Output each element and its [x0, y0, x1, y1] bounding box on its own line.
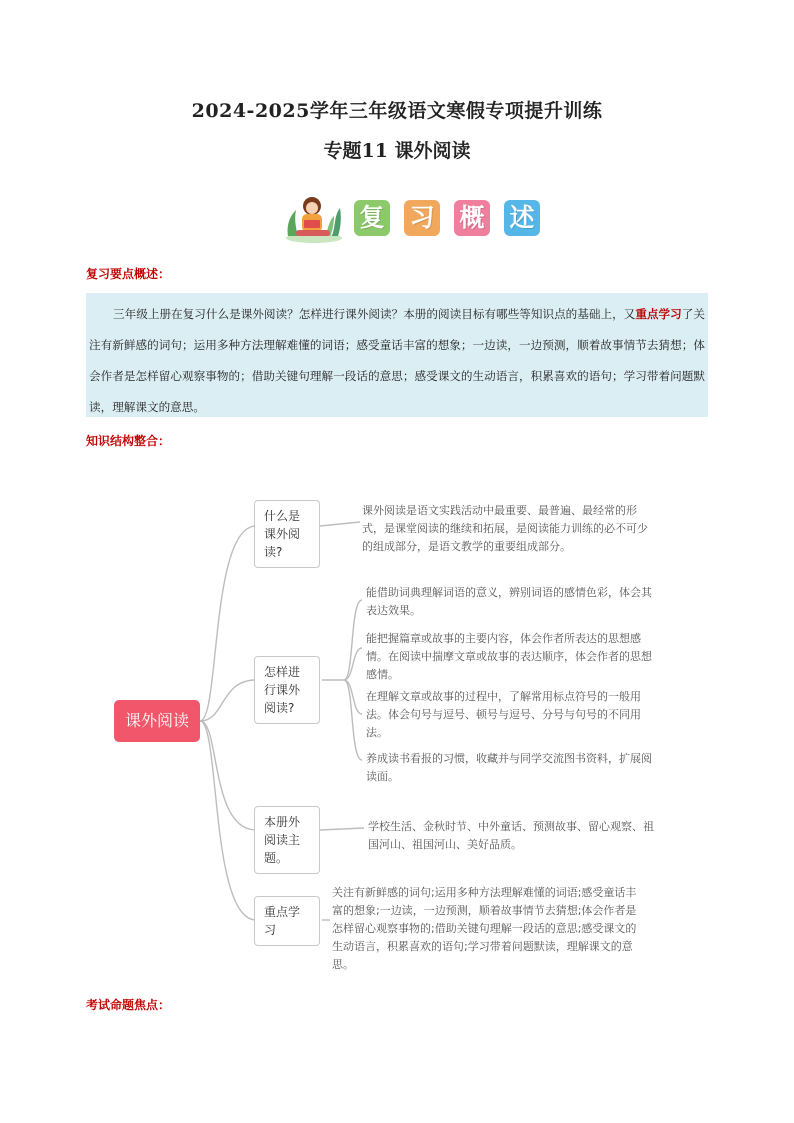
banner-tile-4: 述 — [504, 200, 540, 236]
leaf-what-is: 课外阅读是语文实践活动中最重要、最普遍、最经常的形式，是课堂阅读的继续和拓展，是阅读能力训练的必不可少的组成部分，是语文教学的重要组成部分。 — [362, 504, 648, 553]
branch-node-3: 本册外阅读主题。 — [254, 806, 320, 874]
section-heading-structure: 知识结构整合： — [86, 434, 171, 448]
section-heading-exam-focus: 考试命题焦点： — [86, 998, 171, 1012]
leaf-focus: 关注有新鲜感的词句;运用多种方法理解难懂的词语;感受童话丰富的想象;一边读，一边预测，顺着故事情节去猜想;体会作者是怎样留心观察事物的;借助关键句理解一段话的意思;感受课文的生动语言，积累喜欢的语句;学习带着问题默读，理解课文的意思。 — [332, 886, 637, 971]
branch-node-1: 什么是课外阅读? — [254, 500, 320, 568]
banner-tile-1: 复 — [354, 200, 390, 236]
overview-text-part-2: 了关注有新鲜感的词句；运用多种方法理解难懂的词语；感受童话丰富的想象；一边读，一边预测，顺着故事情节去猜想；体会作者是怎样留心观察事物的；借助关键句理解一段话的意思；感受课文的生动语言，积累喜欢的语句；学习带着问题默读，理解课文的意思。 — [89, 307, 705, 414]
branch-node-2: 怎样进行课外阅读? — [254, 656, 320, 724]
overview-text-part-1: 三年级上册在复习什么是课外阅读？怎样进行课外阅读？本册的阅读目标有哪些等知识点的基础上，又 — [113, 307, 636, 321]
document-title: 2024-2025学年三年级语文寒假专项提升训练 — [191, 100, 603, 122]
section-heading-overview: 复习要点概述： — [86, 267, 171, 281]
leaf-how-2: 能把握篇章或故事的主要内容，体会作者所表达的思想感情。在阅读中揣摩文章或故事的表达顺序，体会作者的思想感情。 — [366, 632, 652, 681]
document-subtitle: 专题11 课外阅读 — [323, 140, 471, 162]
leaf-how-3: 在理解文章或故事的过程中，了解常用标点符号的一般用法。体会句号与逗号、顿号与逗号、分号与句号的不同用法。 — [366, 690, 641, 739]
leaf-how-4: 养成读书看报的习惯，收藏并与同学交流图书资料，扩展阅读面。 — [366, 752, 652, 783]
reading-girl-illustration — [282, 192, 346, 244]
branch-node-4: 重点学习 — [254, 896, 320, 946]
overview-highlight: 重点学习 — [635, 307, 682, 321]
leaf-how-1: 能借助词典理解词语的意义，辨别词语的感情色彩，体会其表达效果。 — [366, 586, 652, 617]
banner-tile-2: 习 — [404, 200, 440, 236]
overview-text-box — [86, 293, 708, 417]
mind-map — [110, 490, 670, 971]
banner-tile-3: 概 — [454, 200, 490, 236]
review-banner — [282, 192, 542, 244]
leaf-themes: 学校生活、金秋时节、中外童话、预测故事、留心观察、祖国河山、祖国河山、美好品质。 — [368, 820, 654, 851]
mind-map-root: 课外阅读 — [114, 700, 200, 742]
